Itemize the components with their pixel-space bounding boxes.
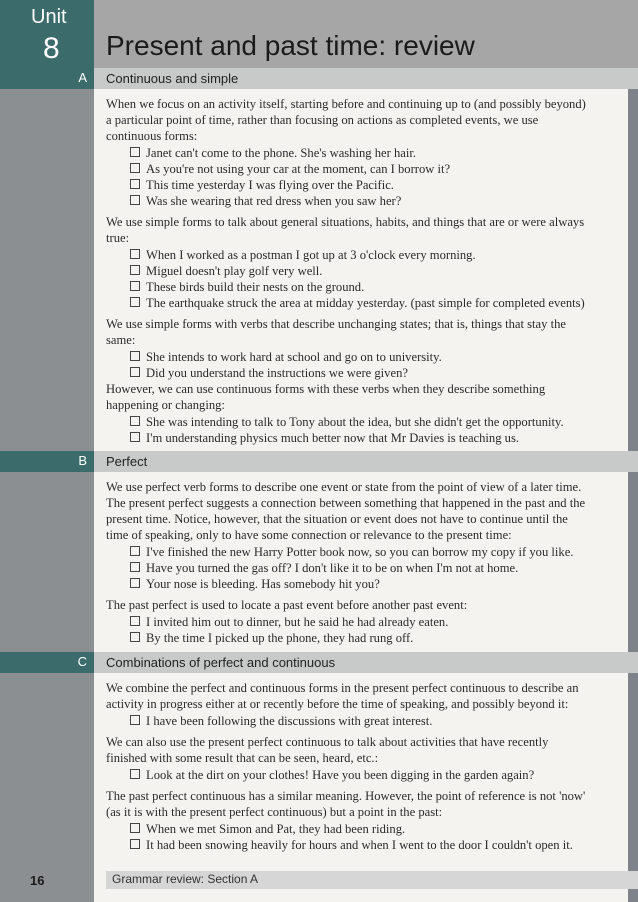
body-text: When we focus on an activity itself, starting before and continuing up to (and possibly beyond): [106, 97, 586, 111]
section-title: Continuous and simple: [106, 71, 239, 86]
example-item: Your nose is bleeding. Has somebody hit you?: [130, 576, 380, 592]
body-text: same:: [106, 333, 136, 347]
body-text: time of speaking, only to have some connection or relevance to the present time:: [106, 528, 512, 542]
unit-label: Unit: [31, 6, 67, 28]
example-item: She was intending to talk to Tony about the idea, but she didn't get the opportunity.: [130, 414, 564, 430]
example-item: This time yesterday I was flying over the Pacific.: [130, 177, 394, 193]
example-item: It had been snowing heavily for hours and when I went to the door I couldn't open it.: [130, 837, 573, 853]
body-text: We use simple forms to talk about general situations, habits, and things that are or were always: [106, 215, 585, 229]
page-title: Present and past time: review: [106, 30, 475, 61]
body-text: We can also use the present perfect continuous to talk about activities that have recently: [106, 735, 549, 749]
body-text: true:: [106, 231, 130, 245]
section-letter: B: [78, 453, 87, 468]
footer-text: Grammar review: Section A: [112, 872, 259, 886]
example-item: Look at the dirt on your clothes! Have you been digging in the garden again?: [130, 767, 534, 783]
example-item: Have you turned the gas off? I don't like it to be on when I'm not at home.: [130, 560, 518, 576]
section-b-header: [0, 451, 638, 472]
body-text: continuous forms:: [106, 129, 198, 143]
section-c-header: [0, 652, 638, 673]
body-text: The past perfect continuous has a similar meaning. However, the point of reference is not 'now': [106, 789, 586, 803]
section-title: Combinations of perfect and continuous: [106, 655, 336, 670]
example-item: Did you understand the instructions we were given?: [130, 365, 408, 381]
section-a-header: [0, 68, 638, 89]
body-text: The present perfect suggests a connection between something that happened in the past and the: [106, 496, 586, 510]
example-item: The earthquake struck the area at midday yesterday. (past simple for completed events): [130, 295, 585, 311]
body-text: The past perfect is used to locate a past event before another past event:: [106, 598, 468, 612]
body-text: activity in progress either at or recently before the time of speaking, and possibly beyond it:: [106, 697, 569, 711]
body-text: We use simple forms with verbs that describe unchanging states; that is, things that stay the: [106, 317, 566, 331]
footer-bar: [106, 871, 638, 889]
unit-badge: [0, 0, 94, 72]
section-letter: A: [78, 70, 87, 85]
example-item: Miguel doesn't play golf very well.: [130, 263, 322, 279]
body-text: finished with some result that can be seen, heard, etc.:: [106, 751, 379, 765]
example-item: I'm understanding physics much better now that Mr Davies is teaching us.: [130, 430, 519, 446]
section-letter: C: [77, 654, 87, 669]
body-text: happening or changing:: [106, 398, 225, 412]
example-item: Was she wearing that red dress when you saw her?: [130, 193, 401, 209]
example-item: She intends to work hard at school and go on to university.: [130, 349, 442, 365]
body-text: (as it is with the present perfect continuous) but a point in the past:: [106, 805, 443, 819]
example-item: By the time I picked up the phone, they had rung off.: [130, 630, 413, 646]
example-item: As you're not using your car at the moment, can I borrow it?: [130, 161, 450, 177]
example-item: When I worked as a postman I got up at 3 o'clock every morning.: [130, 247, 476, 263]
body-text: present time. Notice, however, that the situation or event does not have to continue until the: [106, 512, 568, 526]
example-item: Janet can't come to the phone. She's washing her hair.: [130, 145, 416, 161]
body-text: We combine the perfect and continuous forms in the present perfect continuous to describe an: [106, 681, 579, 695]
body-text: However, we can use continuous forms with these verbs when they describe something: [106, 382, 546, 396]
body-text: We use perfect verb forms to describe one event or state from the point of view of a later time.: [106, 480, 582, 494]
example-item: When we met Simon and Pat, they had been riding.: [130, 821, 405, 837]
unit-number: 8: [43, 32, 60, 65]
example-item: I have been following the discussions with great interest.: [130, 713, 432, 729]
page-number: 16: [30, 873, 45, 888]
body-text: a particular point of time, rather than focusing on actions as completed events, we use: [106, 113, 539, 127]
example-item: I invited him out to dinner, but he said he had already eaten.: [130, 614, 448, 630]
example-item: These birds build their nests on the ground.: [130, 279, 364, 295]
section-title: Perfect: [106, 454, 148, 469]
example-item: I've finished the new Harry Potter book now, so you can borrow my copy if you like.: [130, 544, 573, 560]
